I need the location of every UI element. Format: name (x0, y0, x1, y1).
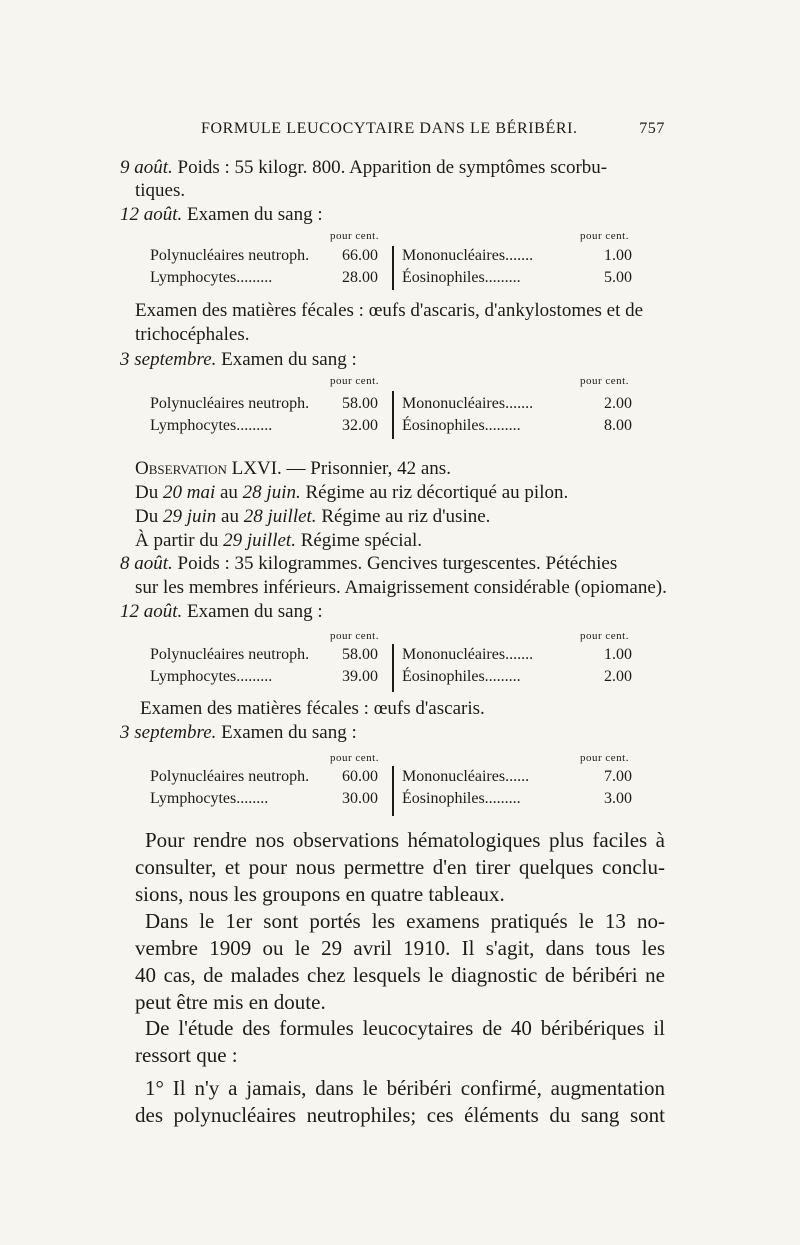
blood-table-1 (150, 230, 650, 292)
paragraph (135, 1075, 665, 1129)
table-row (150, 247, 650, 269)
table-row (150, 790, 650, 812)
text-span: 1.00 (604, 646, 632, 663)
blood-table-3 (150, 630, 650, 692)
text-span: Régime au riz décortiqué au pilon. (300, 482, 569, 503)
text-span: Examen des matières fécales : œufs d'ascaris, d'ankylostomes et de (135, 300, 644, 321)
text-line (135, 300, 665, 322)
text-span: Régime au riz d'usine. (316, 506, 491, 527)
text-span: 58.00 (342, 646, 378, 663)
text-span: Lymphocytes......... (150, 668, 273, 685)
italic-text: 28 juillet. (243, 506, 317, 527)
text-line (135, 324, 665, 346)
text-line (135, 530, 665, 552)
text-span: trichocéphales. (135, 324, 250, 345)
text-span: des polynucléaires neutrophiles; ces éléments du sang sont (135, 1103, 665, 1127)
table-row (150, 395, 650, 417)
text-span: Mononucléaires...... (402, 768, 530, 785)
text-line (120, 553, 650, 575)
text-span: Polynucléaires neutroph. (150, 395, 310, 412)
text-span: 66.00 (342, 247, 378, 264)
text-span: sur les membres inférieurs. Amaigrissement considérable (opiomane). (135, 577, 667, 598)
italic-text: 12 août. (120, 204, 183, 225)
table-row (150, 269, 650, 291)
text-span: Poids : 35 kilogrammes. Gencives turgescentes. Pétéchies (172, 553, 618, 574)
text-span: Poids : 55 kilogr. 800. Apparition de symptômes scorbu- (172, 157, 608, 178)
text-span: 40 cas, de malades chez lesquels le diagnostic de béribéri ne (135, 963, 665, 987)
table-unit-header: pour cent. (330, 230, 379, 242)
text-span: 1.00 (604, 247, 632, 264)
text-span: 30.00 (342, 790, 378, 807)
text-line (135, 577, 665, 599)
table-unit-header: pour cent. (580, 230, 629, 242)
table-row (150, 668, 650, 690)
text-line (120, 349, 650, 371)
table-row (150, 768, 650, 790)
text-span: Mononucléaires....... (402, 247, 534, 264)
text-span: LXVI. — Prisonnier, 42 ans. (226, 458, 451, 479)
observation-heading (135, 458, 665, 480)
text-line (120, 204, 650, 226)
text-line (135, 180, 665, 202)
text-span: Du (135, 482, 163, 503)
text-span: 2.00 (604, 395, 632, 412)
text-span: 8.00 (604, 417, 632, 434)
text-span: Mononucléaires....... (402, 646, 534, 663)
text-span: Éosinophiles......... (402, 790, 521, 807)
paragraph (135, 827, 665, 908)
text-span: Examen du sang : (216, 349, 357, 370)
text-line (135, 482, 665, 504)
text-span: Mononucléaires....... (402, 395, 534, 412)
table-row (150, 646, 650, 668)
text-span: 39.00 (342, 668, 378, 685)
table-unit-header: pour cent. (580, 375, 629, 387)
text-span: 5.00 (604, 269, 632, 286)
italic-text: 29 juin (162, 506, 217, 527)
text-span: Polynucléaires neutroph. (150, 247, 310, 264)
text-span: Lymphocytes........ (150, 790, 269, 807)
text-span: ressort que : (135, 1043, 238, 1067)
italic-text: 12 août. (120, 601, 183, 622)
running-title: FORMULE LEUCOCYTAIRE DANS LE BÉRIBÉRI. (201, 120, 578, 137)
text-span: Lymphocytes......... (150, 269, 273, 286)
table-row (150, 417, 650, 439)
text-span: Polynucléaires neutroph. (150, 768, 310, 785)
text-span: Examen du sang : (182, 204, 323, 225)
text-span: au (215, 482, 243, 503)
text-span: Examen du sang : (182, 601, 323, 622)
text-span: consulter, et pour nous permettre d'en tirer quelques conclu- (135, 855, 665, 879)
table-unit-header: pour cent. (580, 630, 629, 642)
italic-text: 28 juin. (242, 482, 301, 503)
text-span: 2.00 (604, 668, 632, 685)
text-span: 28.00 (342, 269, 378, 286)
paragraph (135, 908, 665, 1016)
page-number: 757 (639, 120, 665, 137)
text-span: 1° Il n'y a jamais, dans le béribéri confirmé, augmentation (145, 1076, 665, 1100)
text-span: 7.00 (604, 768, 632, 785)
text-span: Éosinophiles......... (402, 269, 521, 286)
text-span: 32.00 (342, 417, 378, 434)
italic-text: 20 mai (162, 482, 216, 503)
text-span: À partir du (135, 530, 224, 551)
text-span: Lymphocytes......... (150, 417, 273, 434)
text-line (135, 506, 665, 528)
table-unit-header: pour cent. (330, 630, 379, 642)
italic-text: 9 août. (120, 157, 173, 178)
text-line (140, 698, 670, 720)
italic-text: 29 juillet. (223, 530, 296, 551)
blood-table-2 (150, 375, 650, 437)
table-unit-header: pour cent. (330, 752, 379, 764)
text-span: peut être mis en doute. (135, 990, 326, 1014)
italic-text: 3 septembre. (120, 349, 217, 370)
text-span: au (216, 506, 244, 527)
italic-text: 8 août. (120, 553, 173, 574)
text-span: Polynucléaires neutroph. (150, 646, 310, 663)
text-span: 60.00 (342, 768, 378, 785)
text-span: Pour rendre nos observations hématologiques plus faciles à (145, 828, 665, 852)
text-span: tiques. (135, 180, 186, 201)
table-unit-header: pour cent. (580, 752, 629, 764)
text-span: Régime spécial. (295, 530, 423, 551)
text-line (120, 157, 650, 179)
text-span: sions, nous les groupons en quatre tableaux. (135, 882, 505, 906)
text-span: Examen du sang : (216, 722, 357, 743)
text-line (120, 722, 650, 744)
paragraph (135, 1015, 665, 1069)
text-line (120, 601, 650, 623)
text-span: Dans le 1er sont portés les examens pratiqués le 13 no- (145, 909, 665, 933)
table-unit-header: pour cent. (330, 375, 379, 387)
text-span: 3.00 (604, 790, 632, 807)
text-span: Éosinophiles......... (402, 668, 521, 685)
text-span: Examen des matières fécales : œufs d'ascaris. (140, 698, 485, 719)
text-span: De l'étude des formules leucocytaires de 40 béribériques il (145, 1016, 665, 1040)
text-span: 58.00 (342, 395, 378, 412)
blood-table-4 (150, 752, 650, 814)
text-span: Éosinophiles......... (402, 417, 521, 434)
text-span: Observation (135, 458, 227, 479)
italic-text: 3 septembre. (120, 722, 217, 743)
text-span: Du (135, 506, 163, 527)
text-span: vembre 1909 ou le 29 avril 1910. Il s'agit, dans tous les (135, 936, 665, 960)
